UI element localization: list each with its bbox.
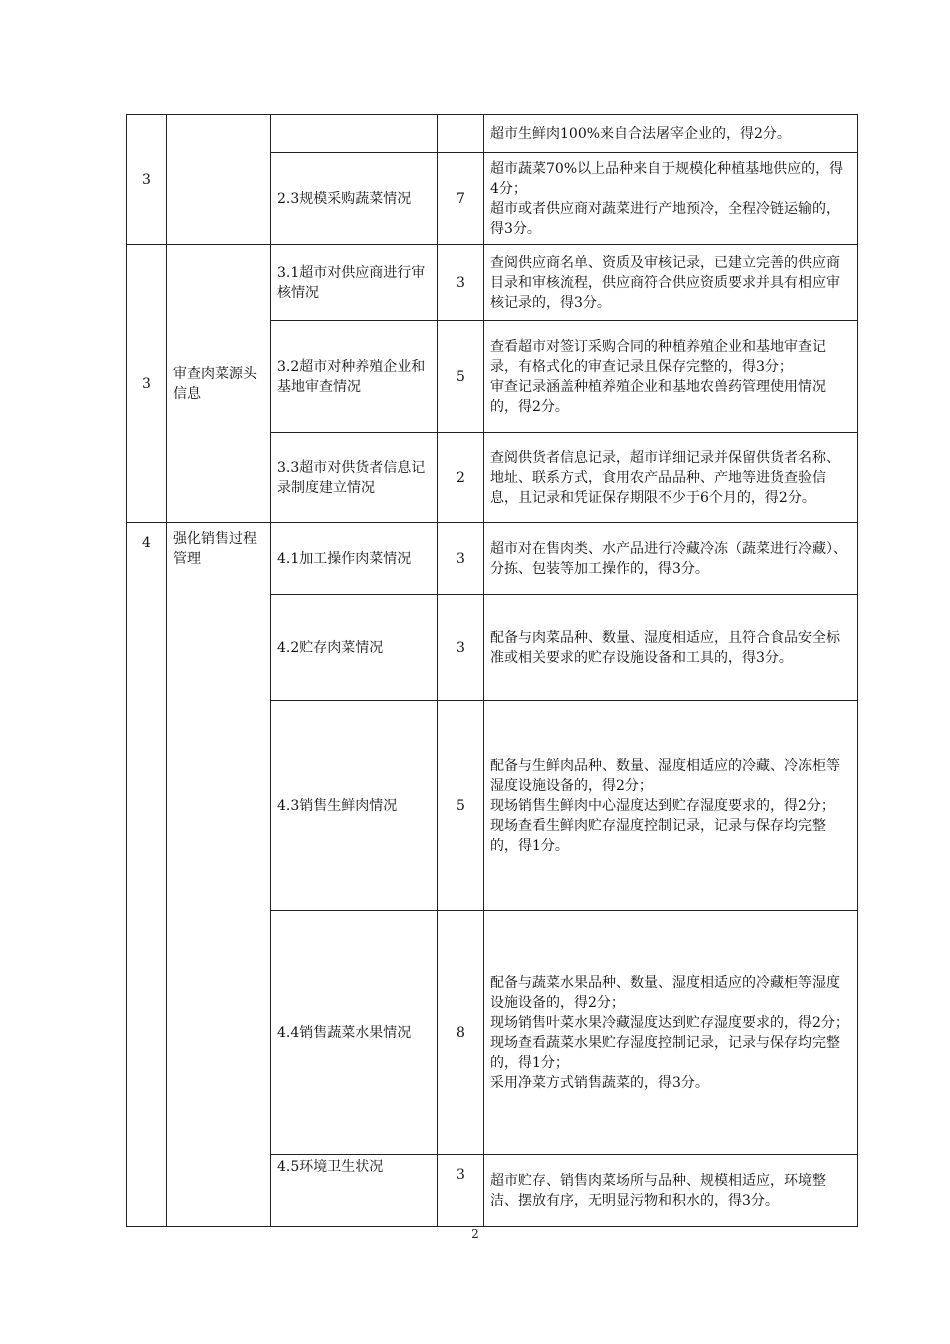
item-criteria	[484, 433, 858, 523]
item-name: 4.1加工操作肉菜情况	[271, 523, 438, 595]
item-criteria	[484, 1155, 858, 1227]
item-criteria	[484, 153, 858, 245]
criteria-line: 现场查看生鲜肉贮存湿度控制记录，记录与保存均完整的，得1分。	[490, 817, 826, 854]
criteria-line: 超市贮存、销售肉菜场所与品种、规模相适应，环境整洁、摆放有序，无明显污物和积水的，得3分。	[490, 1172, 826, 1209]
table-row	[127, 115, 858, 153]
section-number: 3	[127, 245, 167, 523]
section-category: 强化销售过程管理	[167, 523, 271, 1227]
table-row	[127, 245, 858, 321]
section-category: 审查肉菜源头信息	[167, 245, 271, 523]
item-criteria	[484, 115, 858, 153]
criteria-line: 超市对在售肉类、水产品进行冷藏冷冻（蔬菜进行冷藏）、分拣、包装等加工操作的，得3分。	[490, 540, 847, 577]
criteria-line: 超市生鲜肉100%来自合法屠宰企业的，得2分。	[490, 125, 791, 142]
item-name: 4.3销售生鲜肉情况	[271, 701, 438, 911]
item-name: 3.2超市对种养殖企业和基地审查情况	[271, 321, 438, 433]
table-row	[127, 523, 858, 595]
criteria-line: 配备与生鲜肉品种、数量、湿度相适应的冷藏、冷冻柜等湿度设施设备的，得2分；	[490, 757, 840, 794]
item-score: 8	[438, 911, 484, 1155]
criteria-line: 现场查看蔬菜水果贮存湿度控制记录，记录与保存均完整的，得1分；	[490, 1034, 840, 1071]
item-name: 2.3规模采购蔬菜情况	[271, 153, 438, 245]
scoring-table	[126, 114, 858, 1227]
criteria-line: 采用净菜方式销售蔬菜的，得3分。	[490, 1074, 709, 1091]
criteria-line: 配备与肉菜品种、数量、湿度相适应，且符合食品安全标准或相关要求的贮存设施设备和工具的，得3分。	[490, 629, 840, 666]
item-score: 7	[438, 153, 484, 245]
item-criteria	[484, 911, 858, 1155]
item-name: 4.5环境卫生状况	[271, 1155, 438, 1227]
item-score: 5	[438, 321, 484, 433]
criteria-line: 查阅供应商名单、资质及审核记录，已建立完善的供应商目录和审核流程，供应商符合供应资质要求并具有相应审核记录的，得3分。	[490, 254, 840, 311]
item-criteria	[484, 245, 858, 321]
section-category	[167, 115, 271, 245]
criteria-line: 查阅供货者信息记录，超市详细记录并保留供货者名称、地址、联系方式，食用农产品品种、产地等进货查验信息，且记录和凭证保存期限不少于6个月的，得2分。	[490, 449, 840, 506]
item-score: 3	[438, 245, 484, 321]
section-number: 4	[127, 523, 167, 1227]
criteria-line: 现场销售叶菜水果冷藏湿度达到贮存湿度要求的，得2分；	[490, 1014, 849, 1031]
criteria-line: 现场销售生鲜肉中心湿度达到贮存湿度要求的，得2分；	[490, 797, 835, 814]
item-criteria	[484, 523, 858, 595]
item-name: 3.3超市对供货者信息记录制度建立情况	[271, 433, 438, 523]
item-score: 2	[438, 433, 484, 523]
item-score: 5	[438, 701, 484, 911]
page-number: 2	[471, 1227, 479, 1241]
criteria-line: 超市或者供应商对蔬菜进行产地预冷，全程冷链运输的，得3分。	[490, 200, 840, 237]
criteria-line: 查看超市对签订采购合同的种植养殖企业和基地审查记录，有格式化的审查记录且保存完整的，得3分；	[490, 338, 826, 375]
item-name: 3.1超市对供应商进行审核情况	[271, 245, 438, 321]
item-score: 3	[438, 595, 484, 701]
item-score	[438, 115, 484, 153]
criteria-line: 超市蔬菜70%以上品种来自于规模化种植基地供应的，得4分；	[490, 160, 844, 197]
item-criteria	[484, 595, 858, 701]
item-score: 3	[438, 1155, 484, 1227]
item-score: 3	[438, 523, 484, 595]
criteria-line: 审查记录涵盖种植养殖企业和基地农兽药管理使用情况的，得2分。	[490, 378, 826, 415]
item-name: 4.4销售蔬菜水果情况	[271, 911, 438, 1155]
criteria-line: 配备与蔬菜水果品种、数量、湿度相适应的冷藏柜等湿度设施设备的，得2分；	[490, 974, 840, 1011]
section-number: 3	[127, 115, 167, 245]
item-name: 4.2贮存肉菜情况	[271, 595, 438, 701]
item-name	[271, 115, 438, 153]
item-criteria	[484, 321, 858, 433]
item-criteria	[484, 701, 858, 911]
